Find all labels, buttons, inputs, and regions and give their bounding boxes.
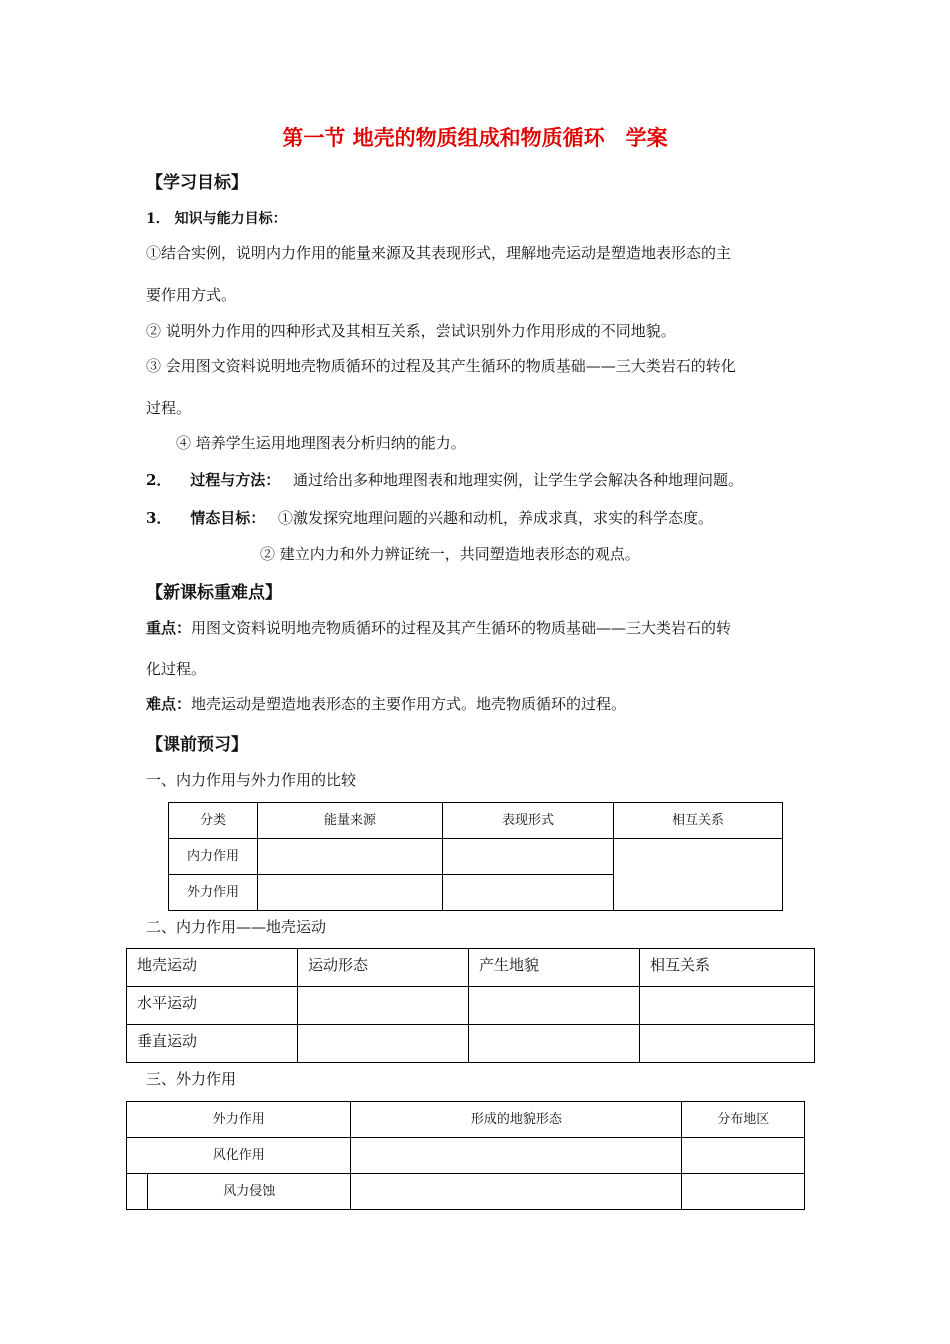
table-row xyxy=(127,1025,815,1063)
key-point-text-a: 用图文资料说明地壳物质循环的过程及其产生循环的物质基础——三大类岩石的转 xyxy=(191,619,732,637)
table-row xyxy=(169,839,783,875)
emotion-goal xyxy=(146,507,713,528)
header-external-force: 外力作用 xyxy=(127,1102,351,1138)
table-cell[interactable] xyxy=(682,1174,805,1210)
row-label-wind-erosion: 风力侵蚀 xyxy=(148,1174,351,1210)
header-distribution: 分布地区 xyxy=(682,1102,805,1138)
knowledge-goal-label: 1． 知识与能力目标： xyxy=(146,211,287,227)
process-goal-num: 2． xyxy=(146,471,172,489)
process-goal xyxy=(146,469,743,490)
table-row xyxy=(127,1174,805,1210)
knowledge-goal-3a: ③ 会用图文资料说明地壳物质循环的过程及其产生循环的物质基础——三大类岩石的转化 xyxy=(146,357,736,375)
hard-point xyxy=(146,693,626,714)
row-label-weathering: 风化作用 xyxy=(127,1138,351,1174)
hard-point-label: 难点： xyxy=(146,695,192,713)
knowledge-goal-2: ② 说明外力作用的四种形式及其相互关系，尝试识别外力作用形成的不同地貌。 xyxy=(146,322,676,340)
table-cell[interactable] xyxy=(443,875,614,911)
row-label-external: 外力作用 xyxy=(169,875,258,911)
knowledge-goal-1b: 要作用方式。 xyxy=(146,286,237,304)
header-movement-form: 运动形态 xyxy=(298,949,469,987)
hard-point-text: 地壳运动是塑造地表形态的主要作用方式。地壳物质循环的过程。 xyxy=(191,695,627,713)
header-crustal-movement: 地壳运动 xyxy=(127,949,298,987)
comparison-table xyxy=(168,802,783,911)
table-cell-relation[interactable] xyxy=(614,839,783,911)
emotion-goal-text-1: ①激发探究地理问题的兴趣和动机，养成求真，求实的科学态度。 xyxy=(278,509,714,527)
key-point xyxy=(146,617,731,638)
knowledge-goal-3b: 过程。 xyxy=(146,399,192,417)
header-relation: 相互关系 xyxy=(640,949,815,987)
table-cell[interactable] xyxy=(298,1025,469,1063)
emotion-goal-text-2: ② 建立内力和外力辨证统一，共同塑造地表形态的观点。 xyxy=(260,545,640,563)
emotion-goal-num: 3． xyxy=(146,509,172,527)
section-1-title: 一、内力作用与外力作用的比较 xyxy=(146,771,357,789)
table-cell[interactable] xyxy=(443,839,614,875)
row-label-vertical: 垂直运动 xyxy=(127,1025,298,1063)
emotion-goal-label: 情态目标： xyxy=(190,509,266,527)
row-label-horizontal: 水平运动 xyxy=(127,987,298,1025)
table-cell-indent xyxy=(127,1174,148,1210)
knowledge-goal-4: ④ 培养学生运用地理图表分析归纳的能力。 xyxy=(176,434,466,452)
table-header-row xyxy=(127,949,815,987)
header-form: 表现形式 xyxy=(443,803,614,839)
header-relation: 相互关系 xyxy=(614,803,783,839)
table-cell[interactable] xyxy=(258,839,443,875)
table-cell[interactable] xyxy=(682,1138,805,1174)
difficulty-heading: 【新课标重难点】 xyxy=(146,583,282,603)
section-3-title: 三、外力作用 xyxy=(146,1070,237,1088)
knowledge-goal-1a: ①结合实例，说明内力作用的能量来源及其表现形式，理解地壳运动是塑造地表形态的主 xyxy=(146,244,732,262)
crustal-movement-table xyxy=(126,948,815,1063)
process-goal-label: 过程与方法： xyxy=(190,471,281,489)
section-2-title: 二、内力作用——地壳运动 xyxy=(146,918,327,936)
process-goal-text: 通过给出多种地理图表和地理实例，让学生学会解决各种地理问题。 xyxy=(293,471,744,489)
external-force-table xyxy=(126,1101,805,1210)
row-label-internal: 内力作用 xyxy=(169,839,258,875)
table-cell[interactable] xyxy=(469,1025,640,1063)
goals-heading: 【学习目标】 xyxy=(146,173,248,193)
table-row xyxy=(127,987,815,1025)
preview-heading: 【课前预习】 xyxy=(146,735,248,755)
header-landform-shape: 形成的地貌形态 xyxy=(351,1102,682,1138)
page-title: 第一节 地壳的物质组成和物质循环 学案 xyxy=(282,125,668,150)
key-point-label: 重点： xyxy=(146,619,192,637)
key-point-text-b: 化过程。 xyxy=(146,660,207,678)
header-landform: 产生地貌 xyxy=(469,949,640,987)
table-cell[interactable] xyxy=(640,1025,815,1063)
table-row xyxy=(127,1138,805,1174)
header-energy-source: 能量来源 xyxy=(258,803,443,839)
header-category: 分类 xyxy=(169,803,258,839)
table-cell[interactable] xyxy=(351,1138,682,1174)
table-cell[interactable] xyxy=(351,1174,682,1210)
table-cell[interactable] xyxy=(298,987,469,1025)
table-header-row xyxy=(169,803,783,839)
table-header-row xyxy=(127,1102,805,1138)
table-cell[interactable] xyxy=(469,987,640,1025)
table-cell[interactable] xyxy=(258,875,443,911)
table-cell[interactable] xyxy=(640,987,815,1025)
